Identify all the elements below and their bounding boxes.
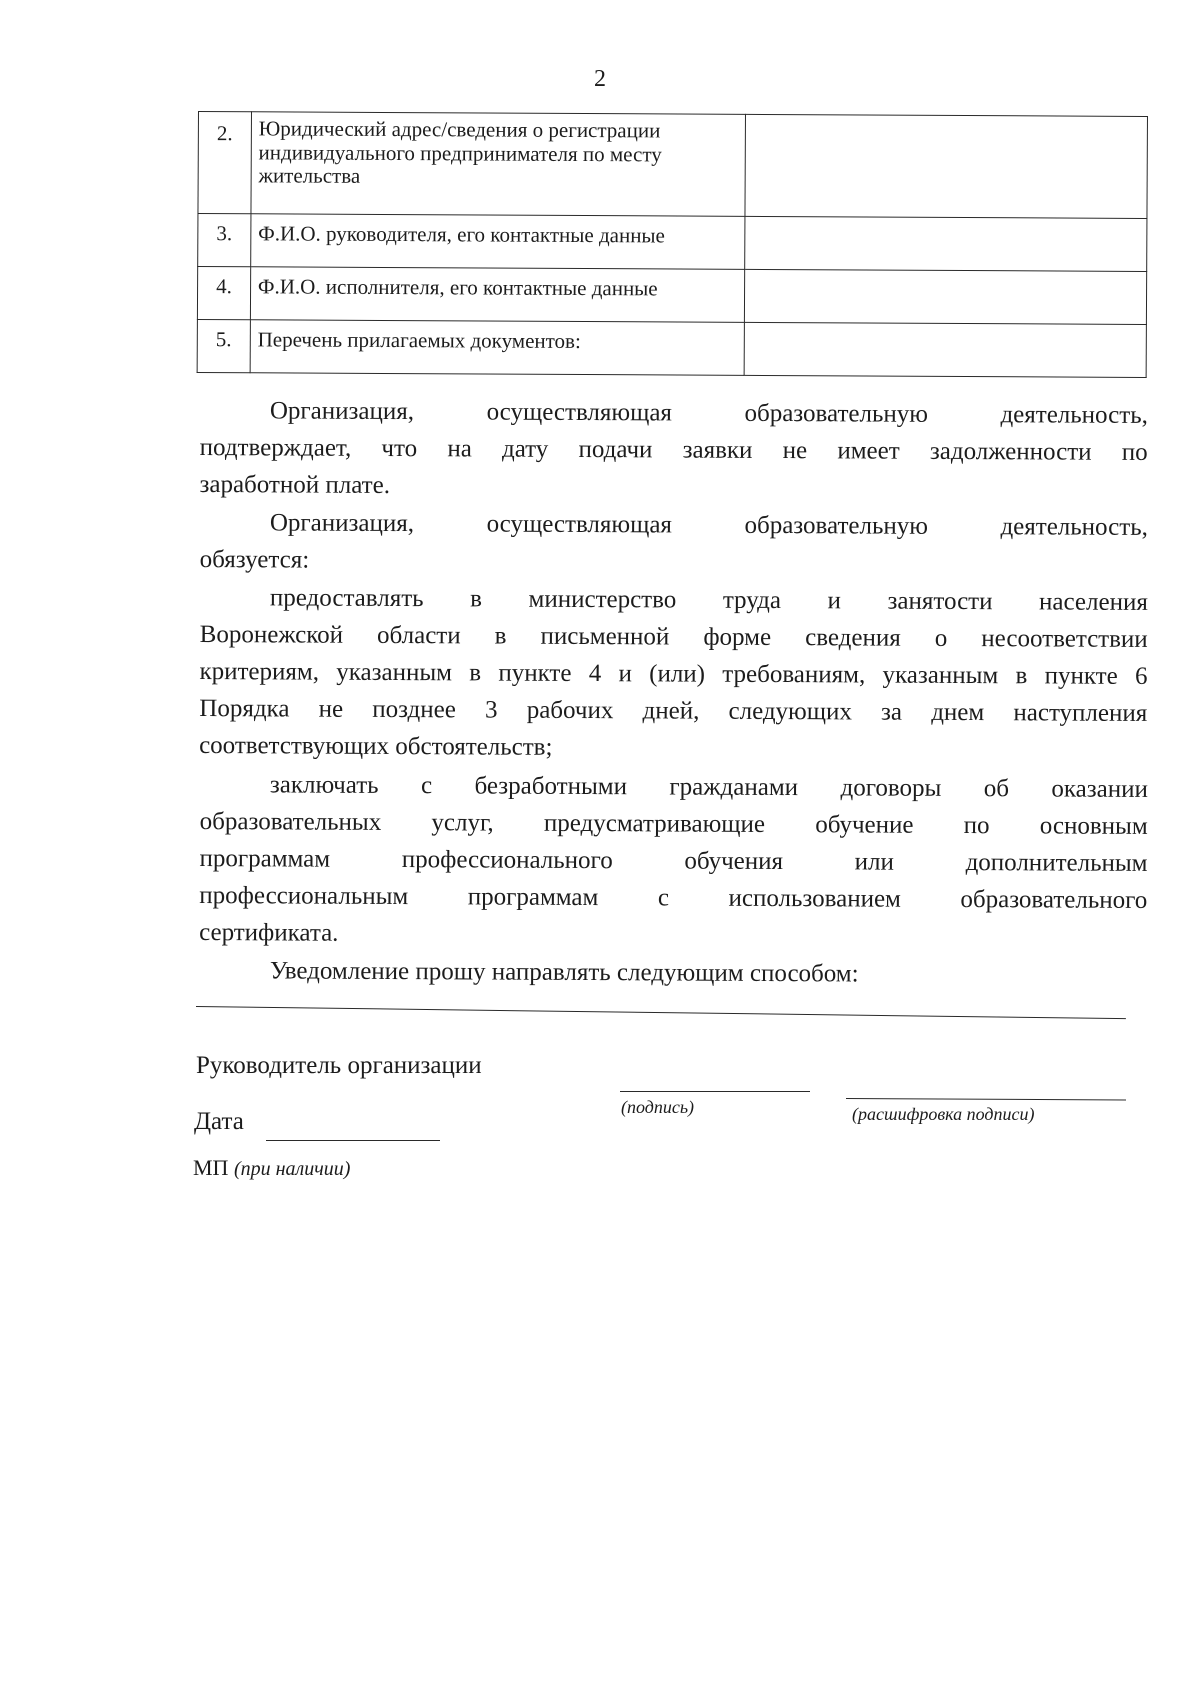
row-value-cell <box>744 322 1146 377</box>
paragraph-obligation-contracts <box>199 766 1148 956</box>
text-line: сертификата. <box>199 918 339 947</box>
text-line: соответствующих обстоятельств; <box>199 731 553 761</box>
text-line: Организация, осуществляющая образовательную деятельность, <box>269 509 1148 541</box>
row-number: 3. <box>198 214 251 267</box>
date-field <box>266 1140 440 1141</box>
text-line: образовательных услуг, предусматривающие обучение по основным <box>199 807 1148 840</box>
table-row <box>198 112 1148 219</box>
text-line: программам профессионального обучения или дополнительным <box>199 844 1148 877</box>
row-label-line: Юридический адрес/сведения о регистрации <box>258 116 661 143</box>
page-number: 2 <box>594 66 606 92</box>
text-line: заработной плате. <box>199 470 391 499</box>
text-line: заключать с безработными гражданами договоры об оказании <box>269 771 1148 803</box>
text-line: подтверждает, что на дату подачи заявки не имеет задолженности по <box>199 433 1148 466</box>
table-row <box>197 319 1146 377</box>
row-number: 4. <box>197 267 250 320</box>
text-line: предоставлять в министерство труда и занятости населения <box>269 584 1148 616</box>
stamp-place <box>193 1155 350 1181</box>
paragraph-no-debt <box>199 392 1148 508</box>
text-line: критериям, указанным в пункте 4 и (или) требованиям, указанным в пункте 6 <box>199 657 1148 690</box>
text-line: Уведомление прошу направлять следующим способом: <box>269 957 859 988</box>
text-line: Воронежской области в письменной форме сведения о несоответствии <box>199 620 1148 653</box>
signature-field <box>620 1091 810 1092</box>
row-label: Перечень прилагаемых документов: <box>250 320 745 376</box>
text-line: Организация, осуществляющая образовательную деятельность, <box>269 397 1148 429</box>
row-number: 5. <box>197 319 250 372</box>
row-label: Ф.И.О. исполнителя, его контактные данные <box>250 267 745 323</box>
row-label-line: индивидуального предпринимателя по месту <box>258 139 662 166</box>
paragraph-obligation-report <box>199 579 1148 769</box>
paragraph-notification-method <box>200 952 1148 994</box>
row-label-line: жительства <box>258 163 361 188</box>
stamp-note: (при наличии) <box>233 1158 351 1180</box>
table-row <box>197 267 1146 325</box>
table-row <box>198 214 1147 272</box>
row-label: Ф.И.О. руководителя, его контактные данные <box>250 214 745 270</box>
text-line: профессиональным программам с использованием образовательного <box>199 881 1148 914</box>
row-number: 2. <box>198 112 251 214</box>
stamp-label: МП <box>193 1155 229 1180</box>
row-value-cell <box>745 216 1147 271</box>
notification-method-field <box>196 1006 1126 1019</box>
paragraph-obligations-intro <box>200 504 1148 583</box>
row-value-cell <box>745 114 1147 218</box>
row-value-cell <box>745 269 1147 324</box>
signature-caption: (подпись) <box>621 1097 695 1117</box>
head-of-organization-label: Руководитель организации <box>196 1052 482 1079</box>
signature-decode-caption: (расшифровка подписи) <box>852 1104 1035 1124</box>
signature-decode-field <box>846 1098 1126 1100</box>
text-line: обязуется: <box>199 545 310 574</box>
text-line: Порядка не позднее 3 рабочих дней, следующих за днем наступления <box>199 694 1148 727</box>
info-table <box>197 111 1148 378</box>
row-label <box>251 112 746 217</box>
date-label: Дата <box>194 1108 244 1135</box>
